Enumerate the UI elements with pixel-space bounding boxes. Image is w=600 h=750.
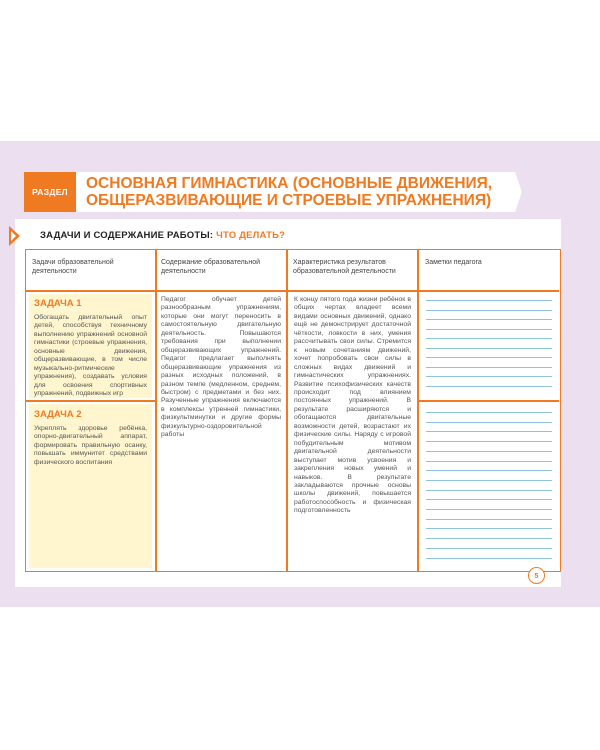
notes-ruled-line [426, 441, 552, 442]
task-divider [26, 400, 155, 402]
notes-ruled-line [426, 386, 552, 387]
column-header-notes: Заметки педагога [425, 259, 482, 266]
notes-ruled-line [426, 422, 552, 423]
notes-ruled-line [426, 310, 552, 311]
task-1-text: Обогащать двигательный опыт детей, способствуя техничному выполнению упражнений основной гимнастики (строевые упражнения, основные движения, общеразвивающие, в том числе музыкально-ритмические упражнения), создавать условия для освоения спортивных упражнений, подвижных игр [34, 314, 147, 398]
notes-ruled-line [426, 338, 552, 339]
notes-ruled-line [426, 470, 552, 471]
section-title: ОСНОВНАЯ ГИМНАСТИКА (ОСНОВНЫЕ ДВИЖЕНИЯ, ОБЩЕРАЗВИВАЮЩИЕ И СТРОЕВЫЕ УПРАЖНЕНИЯ) [86, 175, 493, 209]
subheading-prefix: ЗАДАЧИ И СОДЕРЖАНИЕ РАБОТЫ: [40, 230, 217, 241]
column-divider [286, 250, 288, 571]
notes-ruled-line [426, 519, 552, 520]
subheading [40, 230, 285, 241]
notes-ruled-line [426, 480, 552, 481]
column-header-tasks: Задачи образовательной деятельности [32, 259, 114, 275]
results-text: К концу пятого года жизни ребёнок в общих чертах владеет всеми видами основных движений, однако ещё не демонстрирует достаточной чёткости, ловкости в них, умения рассчитывать свои силы. Стремится к новым сочетаниям движений, хочет попробовать свои силы в сложных видах движений и гимнастических упражнениях. Развитие психофизических качеств происходит под влиянием постоянных упражнений. В результате расширяются и обогащаются двигательные возможности детей, возрастают их физические силы. Наряду с игровой побудительным мотивом двигательной деятельности выступает мотив усвоения и закрепления новых умений и навыков. В результате закладываются прочные основы школы движений, повышается работоспособность и физическая подготовленность [294, 296, 411, 515]
notes-ruled-line [426, 538, 552, 539]
notes-ruled-line [426, 509, 552, 510]
page-number: 5 [528, 567, 545, 584]
page-background [0, 141, 600, 607]
column-divider [417, 250, 419, 571]
notes-ruled-line [426, 490, 552, 491]
notes-ruled-line [426, 329, 552, 330]
notes-divider [417, 400, 559, 402]
task-1-title: ЗАДАЧА 1 [34, 298, 82, 309]
header-divider [26, 290, 559, 292]
notes-ruled-line [426, 431, 552, 432]
subheading-accent: ЧТО ДЕЛАТЬ? [216, 230, 286, 241]
notes-ruled-line [426, 558, 552, 559]
notes-ruled-line [426, 357, 552, 358]
tasks-table [25, 249, 561, 572]
notes-ruled-line [426, 451, 552, 452]
notes-ruled-line [426, 528, 552, 529]
notes-ruled-line [426, 461, 552, 462]
notes-ruled-line [426, 319, 552, 320]
column-header-content: Содержание образовательной деятельности [161, 259, 261, 275]
header-arrow-tip [515, 172, 522, 212]
notes-ruled-line [426, 367, 552, 368]
section-label: РАЗДЕЛ [24, 172, 76, 212]
notes-ruled-line [426, 300, 552, 301]
notes-ruled-line [426, 548, 552, 549]
section-header [24, 172, 515, 212]
notes-ruled-line [426, 412, 552, 413]
task-2-text: Укреплять здоровье ребёнка, опорно-двигательный аппарат, формировать правильную осанку, повышать иммунитет средствами физического воспитания [34, 425, 147, 466]
notes-ruled-line [426, 376, 552, 377]
notes-ruled-line [426, 348, 552, 349]
notes-ruled-line [426, 499, 552, 500]
column-header-results: Характеристика результатов образовательной деятельности [293, 259, 396, 275]
column-divider [155, 250, 157, 571]
pointer-arrow-icon [9, 226, 20, 246]
task-2-title: ЗАДАЧА 2 [34, 409, 82, 420]
content-text: Педагог обучает детей разнообразным упражнениям, которые они могут переносить в самостоятельную двигательную деятельность. Повышаются требования при выполнении общеразвивающих упражнений. Педагог предлагает выполнять общеразвивающие упражнения из разных исходных положений, в разном темпе (медленном, среднем, быстром) с предметами и без них. Разученные упражнения включаются в комплексы утренней гимнастики, физкультминутки и другие формы физкультурно-оздоровительной работы [161, 296, 281, 439]
